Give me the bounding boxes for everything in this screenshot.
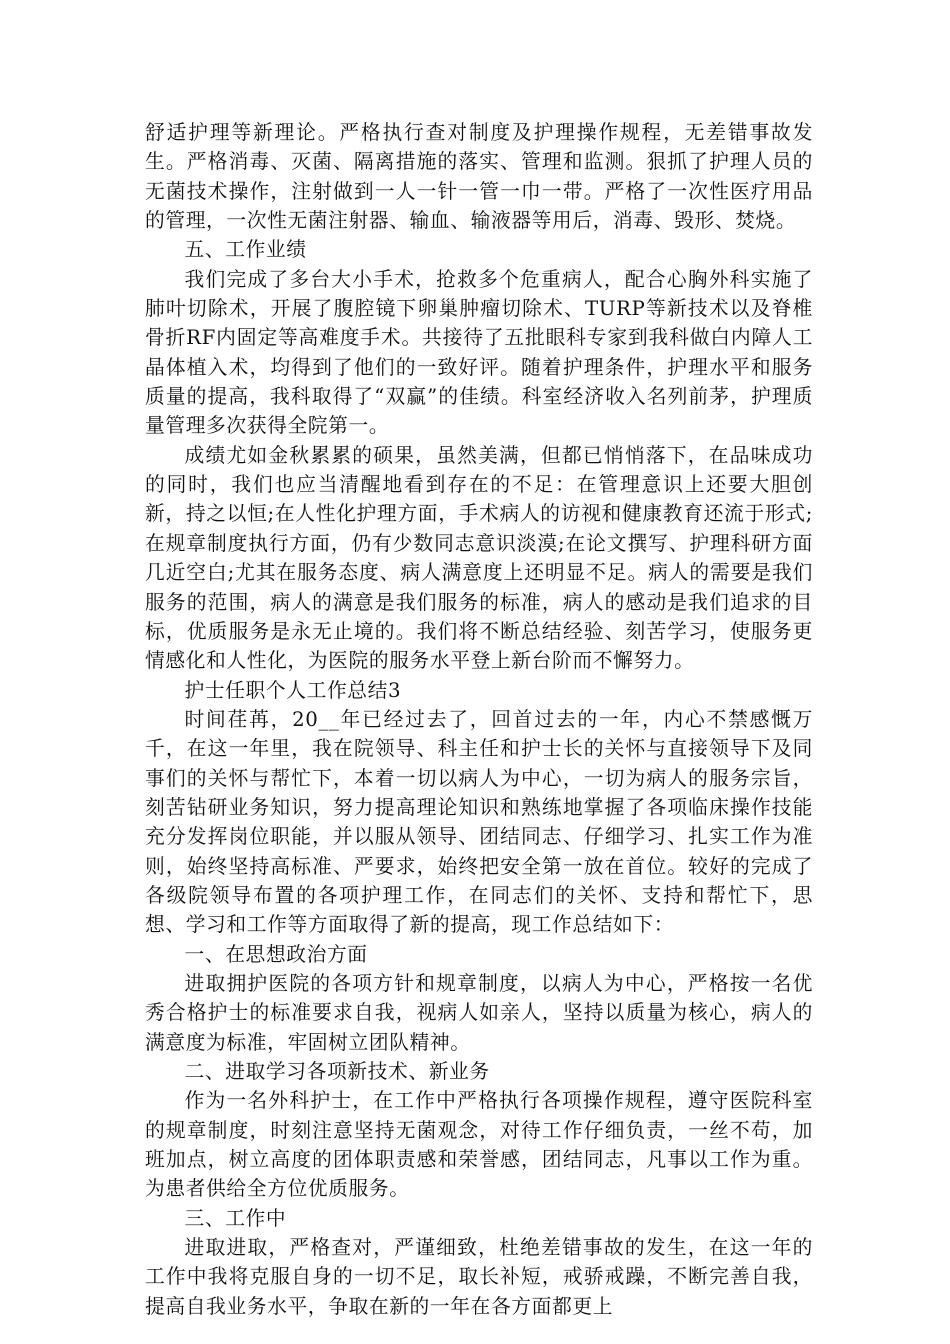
paragraph-7: 进取进取，严格查对，严谨细致，杜绝差错事故的发生，在这一年的工作中我将克服自身的一切不足，取长补短，戒骄戒躁，不断完善自我，提高自我业务水平，争取在新的一年在各方面都更上 [145, 1236, 813, 1318]
paragraph-3: 成绩尤如金秋累累的硕果，虽然美满，但都已悄悄落下，在品味成功的同时，我们也应当清醒地看到存在的不足：在管理意识上还要大胆创新，持之以恒;在人性化护理方面，手术病人的访视和健康教育还流于形式;在规章制度执行方面，仍有少数同志意识淡漠;在论文撰写、护理科研方面几近空白;尤其在服务态度、病人满意度上还明显不足。病人的需要是我们服务的范围，病人的满意是我们服务的标准，病人的感动是我们追求的目标，优质服务是永无止境的。我们将不断总结经验、刻苦学习，使服务更情感化和人性化，为医院的服务水平登上新台阶而不懈努力。 [145, 443, 813, 673]
paragraph-1: 舒适护理等新理论。严格执行查对制度及护理操作规程，无差错事故发生。严格消毒、灭菌、隔离措施的落实、管理和监测。狠抓了护理人员的无菌技术操作，注射做到一人一针一管一巾一带。严格了一次性医疗用品的管理，一次性无菌注射器、输血、输液器等用后，消毒、毁形、焚烧。 [145, 121, 813, 233]
section-heading-work-achievements: 五、工作业绩 [184, 238, 307, 262]
document-body [145, 118, 813, 1321]
section-heading-at-work: 三、工作中 [184, 1206, 287, 1230]
paragraph-4: 时间荏苒，20__年已经过去了，回首过去的一年，内心不禁感慨万千，在这一年里，我在院领导、科主任和护士长的关怀与直接领导下及同事们的关怀与帮忙下，本着一切以病人为中心，一切为病人的服务宗旨，刻苦钻研业务知识，努力提高理论知识和熟练地掌握了各项临床操作技能充分发挥岗位职能，并以服从领导、团结同志、仔细学习、扎实工作为准则，始终坚持高标准、严要求，始终把安全第一放在首位。较好的完成了各级院领导布置的各项护理工作，在同志们的关怀、支持和帮忙下，思想、学习和工作等方面取得了新的提高，现工作总结如下： [145, 707, 813, 937]
paragraph-2: 我们完成了多台大小手术，抢救多个危重病人，配合心胸外科实施了肺叶切除术，开展了腹腔镜下卵巢肿瘤切除术、TURP等新技术以及脊椎骨折RF内固定等高难度手术。共接待了五批眼科专家到我科做白内障人工晶体植入术，均得到了他们的一致好评。随着护理条件，护理水平和服务质量的提高，我科取得了“双赢”的佳绩。科室经济收入名列前茅，护理质量管理多次获得全院第一。 [145, 267, 813, 438]
section-heading-ideology: 一、在思想政治方面 [184, 942, 368, 966]
paragraph-6: 作为一名外科护士，在工作中严格执行各项操作规程，遵守医院科室的规章制度，时刻注意坚持无菌观念，对待工作仔细负责，一丝不苟，加班加点，树立高度的团体职责感和荣誉感，团结同志，凡事以工作为重。为患者供给全方位优质服务。 [145, 1089, 813, 1201]
section-heading-new-techniques: 二、进取学习各项新技术、新业务 [184, 1060, 490, 1083]
paragraph-5: 进取拥护医院的各项方针和规章制度，以病人为中心，严格按一名优秀合格护士的标准要求自我，视病人如亲人，坚持以质量为核心，病人的满意度为标准，牢固树立团队精神。 [145, 971, 813, 1054]
section-heading-summary-3: 护士任职个人工作总结3 [184, 678, 402, 702]
